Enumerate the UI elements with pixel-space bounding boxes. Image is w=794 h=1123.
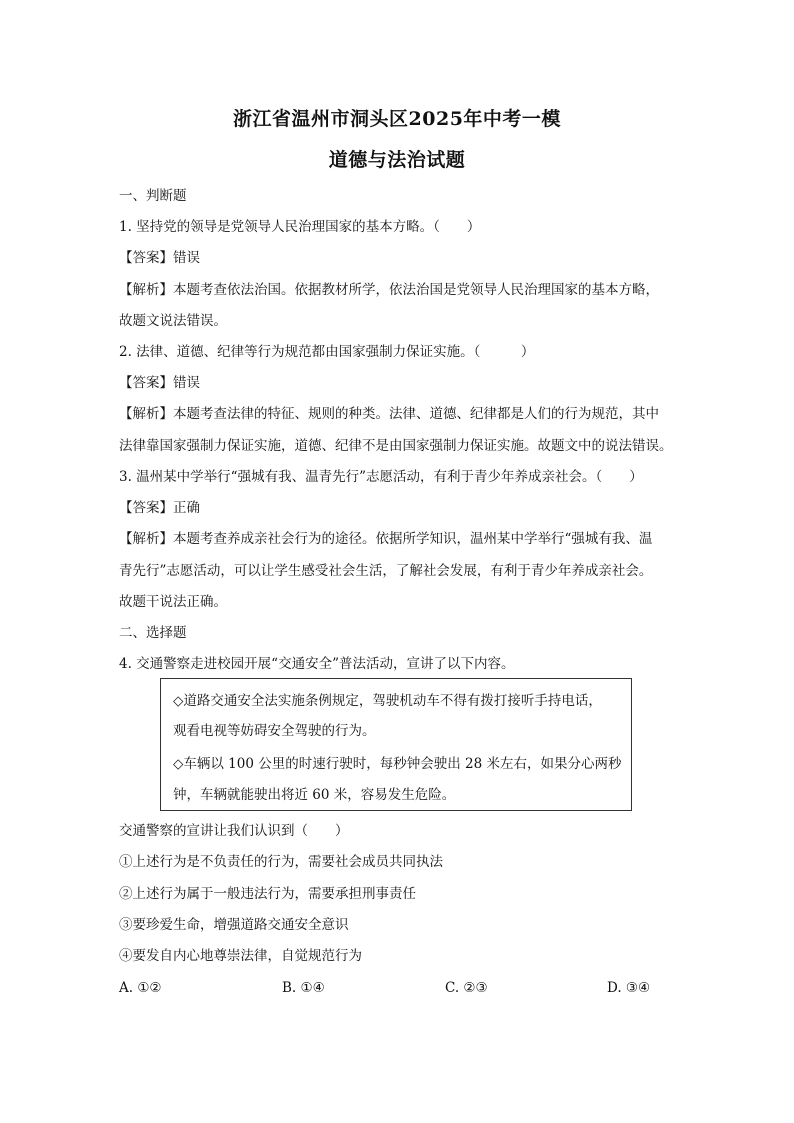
question-2: 2. 法律、道德、纪律等行为规范都由国家强制力保证实施。（ ） (119, 344, 535, 360)
option-d: D. ③④ (607, 980, 651, 996)
statement-1: ①上述行为是不负责任的行为，需要社会成员共同执法 (119, 854, 443, 870)
analysis-3-line-2: 青先行”志愿活动，可以让学生感受社会生活，了解社会发展，有利于青少年养成亲社会。 (119, 563, 653, 579)
question-4-stem: 交通警察的宣讲让我们认识到（ ） (119, 823, 349, 839)
analysis-1-line-1: 【解析】本题考查依法治国。依据教材所学，依法治国是党领导人民治理国家的基本方略， (119, 282, 659, 298)
option-b: B. ①④ (282, 980, 325, 996)
question-3: 3. 温州某中学举行“强城有我、温青先行”志愿活动，有利于青少年养成亲社会。（ ） (119, 469, 643, 485)
statement-2: ②上述行为属于一般违法行为，需要承担刑事责任 (119, 886, 416, 902)
answer-3: 【答案】正确 (119, 500, 200, 516)
material-line-1: ◇道路交通安全法实施条例规定，驾驶机动车不得有拨打接听手持电话， (173, 693, 602, 709)
answer-1: 【答案】错误 (119, 250, 200, 266)
statement-3: ③要珍爱生命，增强道路交通安全意识 (119, 917, 349, 933)
statement-4: ④要发自内心地尊崇法律，自觉规范行为 (119, 948, 362, 964)
option-a: A. ①② (119, 980, 162, 996)
analysis-2-line-1: 【解析】本题考查法律的特征、规则的种类。法律、道德、纪律都是人们的行为规范，其中 (119, 406, 659, 422)
material-line-2: 观看电视等妨碍安全驾驶的行为。 (173, 723, 376, 739)
question-1: 1. 坚持党的领导是党领导人民治理国家的基本方略。（ ） (119, 219, 481, 235)
analysis-3-line-3: 故题干说法正确。 (119, 594, 227, 610)
material-box (160, 678, 632, 811)
question-4: 4. 交通警察走进校园开展“交通安全”普法活动，宣讲了以下内容。 (119, 656, 515, 672)
material-line-3: ◇车辆以 100 公里的时速行驶时，每秒钟会驶出 28 米左右，如果分心两秒 (173, 756, 622, 772)
answer-2: 【答案】错误 (119, 375, 200, 391)
document-title: 浙江省温州市洞头区2025年中考一模 (233, 108, 561, 130)
document-subtitle: 道德与法治试题 (328, 149, 466, 171)
option-c: C. ②③ (445, 980, 488, 996)
analysis-3-line-1: 【解析】本题考查养成亲社会行为的途径。依据所学知识，温州某中学举行“强城有我、温 (119, 531, 653, 547)
material-line-4: 钟，车辆就能驶出将近 60 米，容易发生危险。 (173, 787, 456, 803)
analysis-1-line-2: 故题文说法错误。 (119, 313, 227, 329)
section-heading-choice: 二、选择题 (119, 625, 187, 641)
section-heading-judgment: 一、判断题 (119, 188, 187, 204)
analysis-2-line-2: 法律靠国家强制力保证实施，道德、纪律不是由国家强制力保证实施。故题文中的说法错误。 (119, 438, 673, 454)
